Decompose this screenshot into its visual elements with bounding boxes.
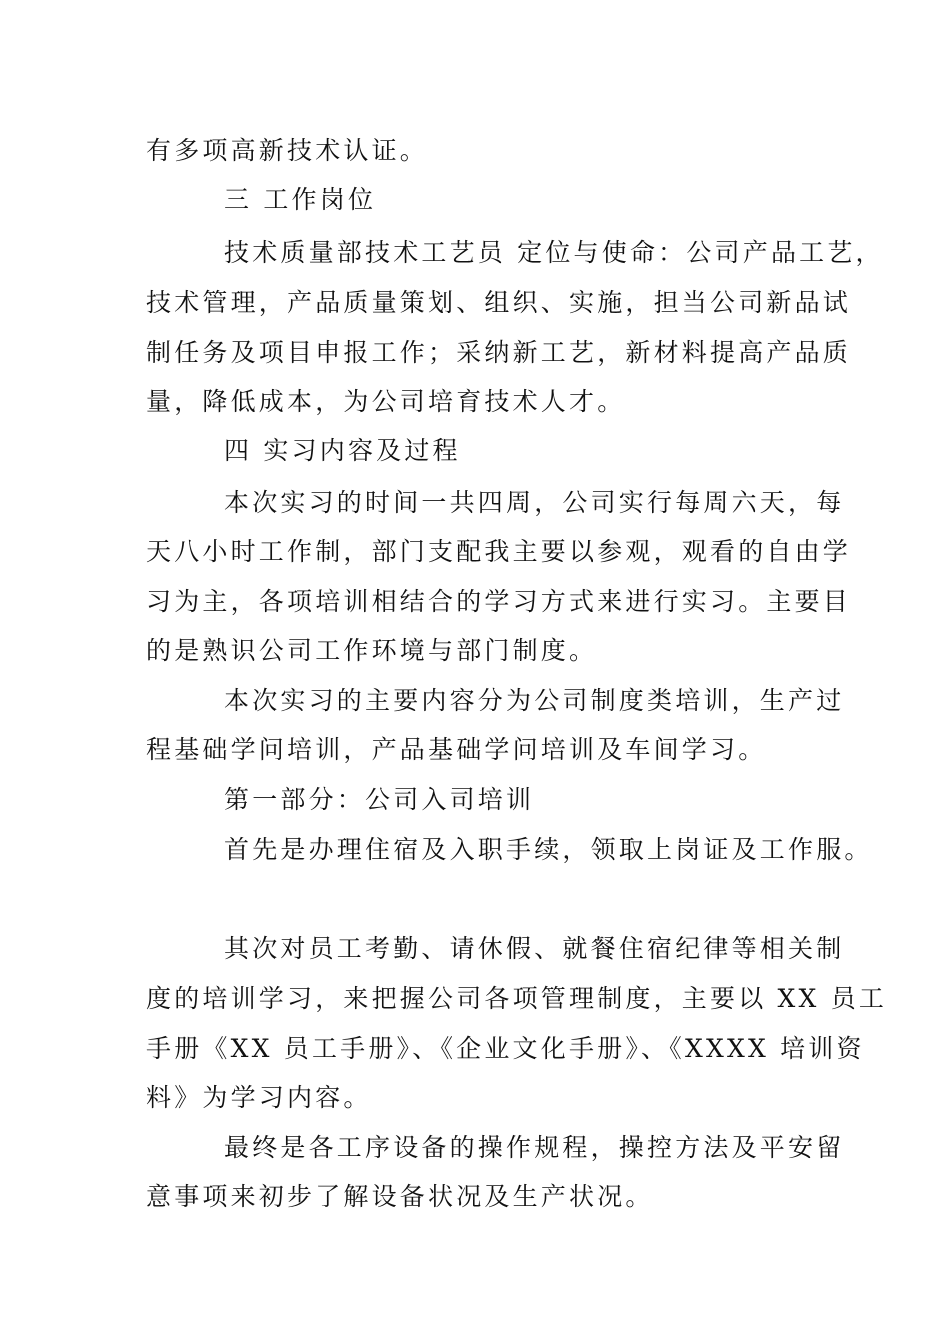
paragraph-line: 本次实习的主要内容分为公司制度类培训，生产过 xyxy=(224,686,845,715)
paragraph-line: 度的培训学习，来把握公司各项管理制度，主要以 XX 员工 xyxy=(146,984,888,1013)
paragraph-line: 技术质量部技术工艺员 定位与使命：公司产品工艺， xyxy=(224,238,884,267)
paragraph-line: 技术管理，产品质量策划、组织、实施，担当公司新品试 xyxy=(146,288,852,317)
paragraph-line: 的是熟识公司工作环境与部门制度。 xyxy=(146,636,598,665)
paragraph-line: 天八小时工作制，部门支配我主要以参观，观看的自由学 xyxy=(146,537,852,566)
paragraph-line: 料》为学习内容。 xyxy=(146,1083,372,1112)
paragraph-line: 制任务及项目申报工作；采纳新工艺，新材料提高产品质 xyxy=(146,338,852,367)
paragraph-line: 意事项来初步了解设备状况及生产状况。 xyxy=(146,1182,654,1211)
paragraph-line: 习为主，各项培训相结合的学习方式来进行实习。主要目 xyxy=(146,587,852,616)
section-heading: 四 实习内容及过程 xyxy=(224,436,461,465)
paragraph-line: 程基础学问培训，产品基础学问培训及车间学习。 xyxy=(146,735,767,764)
paragraph-line: 量，降低成本，为公司培育技术人才。 xyxy=(146,387,626,416)
paragraph-line: 手册《XX 员工手册》、《企业文化手册》、《XXXX 培训资 xyxy=(146,1034,865,1063)
section-heading: 三 工作岗位 xyxy=(224,185,377,214)
paragraph-line: 首先是办理住宿及入职手续，领取上岗证及工作服。 xyxy=(224,835,873,864)
section-heading: 第一部分：公司入司培训 xyxy=(224,785,535,814)
paragraph-line: 其次对员工考勤、请休假、就餐住宿纪律等相关制 xyxy=(224,934,845,963)
paragraph-line: 本次实习的时间一共四周，公司实行每周六天，每 xyxy=(224,488,845,517)
paragraph-line: 最终是各工序设备的操作规程，操控方法及平安留 xyxy=(224,1133,845,1162)
paragraph-line: 有多项高新技术认证。 xyxy=(146,136,429,165)
